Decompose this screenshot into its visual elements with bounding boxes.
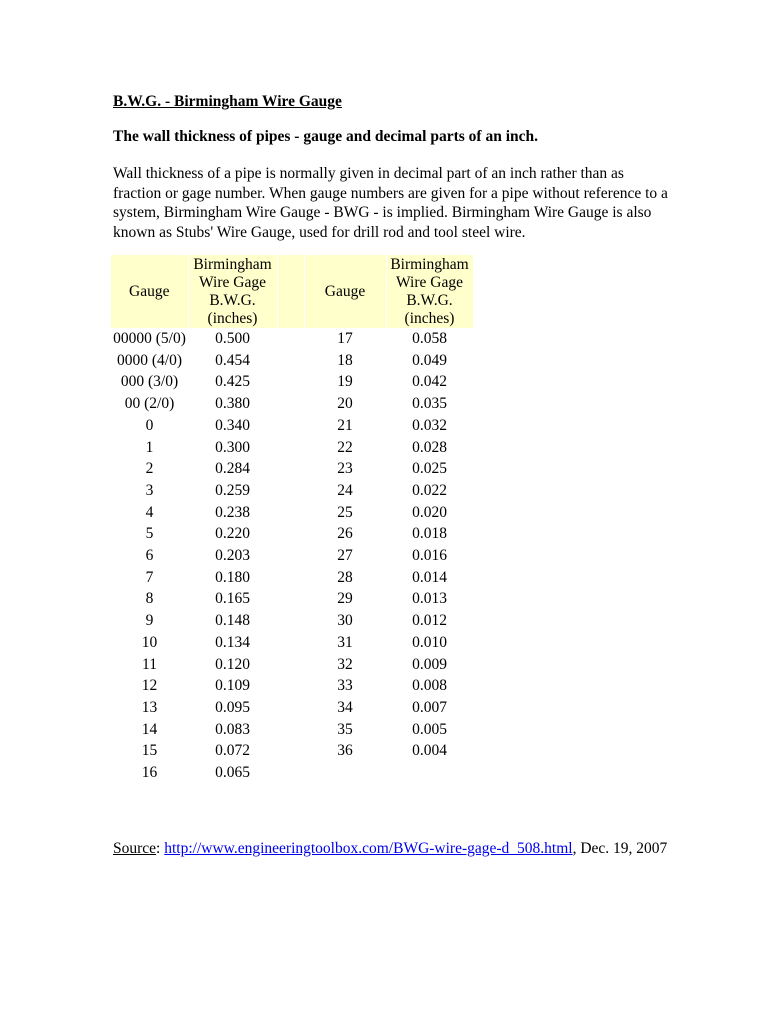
bwg-value-cell: 0.203 <box>215 547 250 565</box>
gauge-cell: 26 <box>337 525 353 543</box>
gauge-cell: 27 <box>337 547 353 565</box>
bwg-value-cell: 0.035 <box>412 395 447 413</box>
bwg-value-cell: 0.007 <box>412 698 447 716</box>
bwg-value-cell: 0.454 <box>215 351 250 369</box>
bwg-value-cell: 0.238 <box>215 503 250 521</box>
gauge-cell: 000 (3/0) <box>120 373 179 391</box>
table-row <box>111 545 473 567</box>
bwg-value-cell: 0.425 <box>215 373 250 391</box>
bwg-value-cell: 0.380 <box>215 395 250 413</box>
bwg-header-line: Birmingham <box>193 255 272 273</box>
bwg-value-cell: 0.020 <box>412 503 447 521</box>
bwg-value-cell: 0.049 <box>412 351 447 369</box>
bwg-value-cell: 0.025 <box>412 460 447 478</box>
bwg-header-line: Wire Gage <box>199 273 266 291</box>
bwg-value-cell: 0.148 <box>215 612 250 630</box>
gauge-cell <box>304 762 386 784</box>
gauge-cell: 8 <box>145 590 154 608</box>
gauge-cell: 6 <box>145 547 154 565</box>
gauge-cell: 32 <box>337 655 353 673</box>
gauge-cell: 15 <box>141 742 158 760</box>
document-subtitle: The wall thickness of pipes - gauge and decimal parts of an inch. <box>113 128 539 145</box>
table-row <box>111 523 473 545</box>
bwg-value-cell: 0.120 <box>215 655 250 673</box>
table-row <box>111 654 473 676</box>
bwg-value-cell: 0.010 <box>412 633 447 651</box>
gauge-cell: 19 <box>337 373 353 391</box>
table-row <box>111 697 473 719</box>
bwg-value-cell: 0.500 <box>215 330 250 347</box>
table-row <box>111 610 473 632</box>
gauge-cell: 23 <box>337 460 353 478</box>
gauge-cell: 35 <box>337 720 353 738</box>
spacer-cell <box>277 675 304 697</box>
table-row <box>111 371 473 393</box>
gauge-cell: 33 <box>337 677 353 695</box>
spacer-cell <box>277 545 304 567</box>
bwg-value-cell: 0.165 <box>215 590 250 608</box>
gauge-cell: 20 <box>337 395 353 413</box>
spacer-cell <box>277 762 304 784</box>
table-row <box>111 588 473 610</box>
table-row <box>111 480 473 502</box>
gauge-cell: 11 <box>142 655 157 673</box>
spacer-cell <box>277 719 304 741</box>
gauge-cell: 21 <box>337 416 353 434</box>
spacer-cell <box>277 458 304 480</box>
bwg-value-cell: 0.028 <box>412 438 447 456</box>
bwg-header-line: (inches) <box>404 309 455 327</box>
table-row <box>111 502 473 524</box>
table-header-row <box>111 255 473 328</box>
spacer-cell <box>277 740 304 762</box>
bwg-header-line: (inches) <box>207 309 258 327</box>
gauge-cell: 4 <box>145 503 154 521</box>
bwg-value-cell: 0.032 <box>412 416 447 434</box>
header-spacer <box>277 255 304 328</box>
gauge-header-left: Gauge <box>111 255 188 328</box>
gauge-cell: 13 <box>141 698 158 716</box>
bwg-value-cell: 0.022 <box>412 481 447 499</box>
gauge-cell: 7 <box>145 568 154 586</box>
gauge-cell: 25 <box>337 503 353 521</box>
source-separator: : <box>156 840 165 857</box>
gauge-cell: 18 <box>337 351 353 369</box>
gauge-cell: 12 <box>141 677 158 695</box>
gauge-cell: 3 <box>145 481 154 499</box>
bwg-value-cell: 0.014 <box>412 568 447 586</box>
bwg-value-cell: 0.259 <box>215 481 250 499</box>
source-date: , Dec. 19, 2007 <box>572 840 668 857</box>
intro-paragraph <box>113 164 673 242</box>
table-row <box>111 719 473 741</box>
bwg-value-cell: 0.004 <box>412 742 447 760</box>
table-row <box>111 632 473 654</box>
gauge-cell: 29 <box>337 590 353 608</box>
bwg-value-cell: 0.016 <box>412 547 447 565</box>
spacer-cell <box>277 328 304 350</box>
bwg-value-cell: 0.009 <box>412 655 447 673</box>
gauge-cell: 28 <box>337 568 353 586</box>
gauge-cell: 9 <box>145 612 154 630</box>
table-row <box>111 740 473 762</box>
spacer-cell <box>277 654 304 676</box>
spacer-cell <box>277 371 304 393</box>
bwg-value-cell: 0.340 <box>215 416 250 434</box>
table-body <box>111 328 473 784</box>
gauge-cell: 00 (2/0) <box>124 395 175 413</box>
bwg-table <box>111 255 474 784</box>
gauge-cell: 10 <box>141 633 158 651</box>
gauge-cell: 0 <box>145 416 154 434</box>
gauge-cell: 00000 (5/0) <box>113 330 186 347</box>
table-row <box>111 458 473 480</box>
spacer-cell <box>277 697 304 719</box>
gauge-cell: 16 <box>141 764 158 782</box>
bwg-value-cell: 0.220 <box>215 525 250 543</box>
source-label: Source <box>113 840 157 857</box>
table-row <box>111 393 473 415</box>
bwg-value-cell: 0.012 <box>412 612 447 630</box>
bwg-header-line: B.W.G. <box>209 291 256 309</box>
paragraph-line: known as Stubs' Wire Gauge, used for drill rod and tool steel wire. <box>113 223 526 241</box>
bwg-value-cell: 0.013 <box>412 590 447 608</box>
paragraph-line: system, Birmingham Wire Gauge - BWG - is implied. Birmingham Wire Gauge is also <box>113 204 652 221</box>
bwg-value-cell: 0.300 <box>215 438 250 456</box>
spacer-cell <box>277 480 304 502</box>
spacer-cell <box>277 393 304 415</box>
table-row <box>111 567 473 589</box>
bwg-value-cell: 0.042 <box>412 373 447 391</box>
spacer-cell <box>277 588 304 610</box>
gauge-cell: 31 <box>337 633 353 651</box>
spacer-cell <box>277 567 304 589</box>
spacer-cell <box>277 610 304 632</box>
bwg-header-line: Wire Gage <box>396 273 463 291</box>
bwg-header-line: B.W.G. <box>406 291 453 309</box>
spacer-cell <box>277 632 304 654</box>
bwg-value-cell: 0.083 <box>215 720 250 738</box>
bwg-value-cell <box>386 762 473 784</box>
bwg-value-cell: 0.008 <box>412 677 447 695</box>
bwg-value-cell: 0.095 <box>215 698 250 716</box>
gauge-cell: 30 <box>337 612 353 630</box>
paragraph-line: Wall thickness of a pipe is normally given in decimal part of an inch rather than as <box>113 165 624 182</box>
bwg-header-left <box>188 255 277 328</box>
gauge-cell: 17 <box>337 330 353 347</box>
bwg-value-cell: 0.180 <box>215 568 250 586</box>
bwg-value-cell: 0.134 <box>215 633 250 651</box>
spacer-cell <box>277 502 304 524</box>
paragraph-line: fraction or gage number. When gauge numbers are given for a pipe without reference to a <box>113 184 668 202</box>
spacer-cell <box>277 350 304 372</box>
gauge-cell: 34 <box>337 698 353 716</box>
spacer-cell <box>277 437 304 459</box>
bwg-value-cell: 0.109 <box>215 677 250 695</box>
bwg-value-cell: 0.072 <box>215 742 250 760</box>
source-link[interactable]: http://www.engineeringtoolbox.com/BWG-wire-gage-d_508.html <box>164 840 573 857</box>
bwg-header-right <box>386 255 473 328</box>
gauge-cell: 1 <box>145 438 154 456</box>
bwg-value-cell: 0.284 <box>215 460 250 478</box>
table-row <box>111 350 473 372</box>
spacer-cell <box>277 523 304 545</box>
table-row <box>111 437 473 459</box>
gauge-cell: 5 <box>145 525 154 543</box>
gauge-cell: 24 <box>337 481 353 499</box>
table-row <box>111 328 473 350</box>
bwg-value-cell: 0.005 <box>412 720 447 738</box>
source-line <box>113 840 667 858</box>
gauge-cell: 14 <box>141 720 158 738</box>
document-title: B.W.G. - Birmingham Wire Gauge <box>113 93 342 110</box>
gauge-cell: 2 <box>145 460 154 478</box>
table-row <box>111 415 473 437</box>
gauge-cell: 22 <box>337 438 353 456</box>
bwg-header-line: Birmingham <box>390 255 469 273</box>
spacer-cell <box>277 415 304 437</box>
gauge-header-right: Gauge <box>304 255 386 328</box>
gauge-cell: 0000 (4/0) <box>116 351 182 369</box>
bwg-value-cell: 0.065 <box>215 764 250 782</box>
gauge-cell: 36 <box>337 742 353 760</box>
bwg-value-cell: 0.018 <box>412 525 447 543</box>
table-row <box>111 762 473 784</box>
table-row <box>111 675 473 697</box>
bwg-value-cell: 0.058 <box>412 330 447 347</box>
